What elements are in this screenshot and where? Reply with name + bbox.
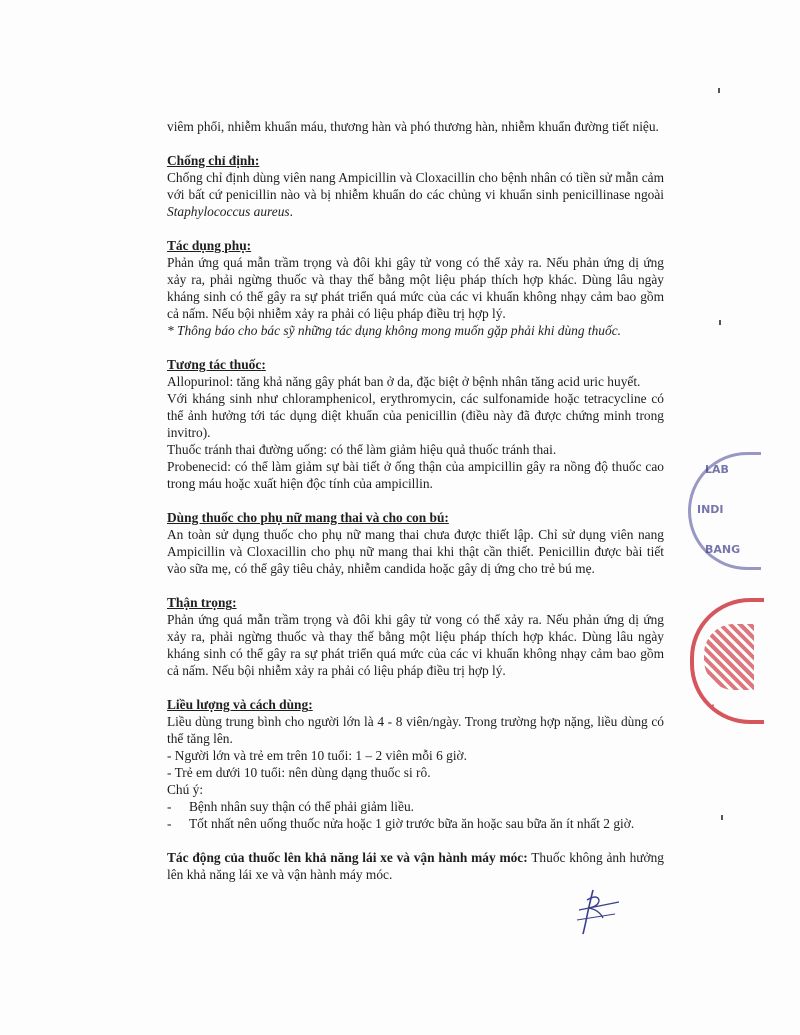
- contraindications-heading-text: Chống chỉ định: [167, 153, 255, 168]
- dosage-note-text: Tốt nhất nên uống thuốc nửa hoặc 1 giờ trước bữa ăn hoặc sau bữa ăn ít nhất 2 giờ.: [189, 816, 635, 831]
- side-effects-heading-text: Tác dụng phụ: [167, 238, 247, 253]
- dosage-section: [167, 696, 664, 832]
- side-effects-note: * Thông báo cho bác sỹ những tác dụng không mong muốn gặp phải khi dùng thuốc.: [167, 323, 621, 338]
- stamp-text: LAB: [705, 463, 729, 476]
- contraindications-end: .: [289, 204, 293, 219]
- contraindications-section: [167, 152, 664, 220]
- precautions-section: [167, 594, 664, 679]
- driving-heading: Tác động của thuốc lên khả năng lái xe và vận hành máy móc: [167, 850, 524, 865]
- signature-icon: [575, 886, 625, 938]
- dosage-children: - Trẻ em dưới 10 tuổi: nên dùng dạng thuốc si rô.: [167, 765, 431, 780]
- contraindications-heading: Chống chỉ định:: [167, 153, 260, 168]
- dosage-adults: - Người lớn và trẻ em trên 10 tuổi: 1 – 2 viên mỗi 6 giờ.: [167, 748, 467, 763]
- dosage-note-item: [167, 815, 664, 832]
- side-effects-heading: Tác dụng phụ:: [167, 238, 252, 253]
- contraindications-body: Chống chỉ định dùng viên nang Ampicillin và Cloxacillin cho bệnh nhân có tiền sử mẫn cảm với bất cứ penicillin nào và bị nhiễm khuẩn do các chủng vi khuẩn sinh penicillinase ngoài: [167, 170, 664, 202]
- seal-pattern: [704, 624, 754, 690]
- interactions-heading: Tương tác thuốc:: [167, 357, 266, 372]
- pregnancy-heading: Dùng thuốc cho phụ nữ mang thai và cho con bú:: [167, 510, 449, 525]
- pregnancy-section: [167, 509, 664, 577]
- margin-mark: [721, 815, 723, 820]
- precautions-heading: Thận trọng:: [167, 595, 237, 610]
- interactions-heading-text: Tương tác thuốc: [167, 357, 262, 372]
- pregnancy-heading-text: Dùng thuốc cho phụ nữ mang thai và cho con bú: [167, 510, 445, 525]
- dosage-text: Liều dùng trung bình cho người lớn là 4 - 8 viên/ngày. Trong trường hợp nặng, liều dùng có thể tăng lên.: [167, 714, 664, 746]
- driving-text: Thuốc không ảnh hưởng lên khả năng lái xe và vận hành máy móc.: [167, 850, 664, 882]
- interaction-allopurinol: Allopurinol: tăng khả năng gây phát ban ở da, đặc biệt ở bệnh nhân tăng acid uric huyết.: [167, 374, 641, 389]
- margin-mark: [718, 88, 720, 93]
- dosage-note-text: Bệnh nhân suy thận có thể phải giảm liều.: [189, 799, 414, 814]
- stamp-text: AN: [700, 704, 715, 714]
- interactions-section: [167, 356, 664, 492]
- side-effects-text: Phản ứng quá mẫn trầm trọng và đôi khi gây tử vong có thể xảy ra. Nếu phản ứng dị ứng xảy ra, phải ngừng thuốc và thay thế bằng một liệu pháp thích hợp khác. Dùng lâu ngày kháng sinh có thể gây ra sự phát triển quá mức của các vi khuẩn không nhạy cảm bao gồm cả nấm. Nếu bội nhiễm xảy ra phải có liệu pháp điều trị hợp lý.: [167, 255, 664, 321]
- precautions-text: Phản ứng quá mẫn trầm trọng và đôi khi gây tử vong có thể xảy ra. Nếu phản ứng dị ứng xảy ra, phải ngừng thuốc và thay thế bằng một liệu pháp thích hợp khác. Dùng lâu ngày kháng sinh có thể gây ra sự phát triển quá mức của các vi khuẩn không nhạy cảm bao gồm cả nấm. Nếu bội nhiễm xảy ra phải có liệu pháp điều trị hợp lý.: [167, 612, 664, 678]
- red-seal-stamp: [690, 598, 764, 724]
- side-effects-section: [167, 237, 664, 339]
- dash-bullet: -: [167, 799, 172, 814]
- bacteria-name: Staphylococcus aureus: [167, 204, 290, 219]
- dosage-heading: Liều lượng và cách dùng:: [167, 697, 313, 712]
- dosage-note-item: [167, 798, 664, 815]
- driving-paragraph: Tác động của thuốc lên khả năng lái xe và vận hành máy móc: Thuốc không ảnh hưởng lên khả năng lái xe và vận hành máy móc.: [167, 850, 664, 882]
- dosage-note-label: Chú ý:: [167, 782, 204, 797]
- contraindications-text: [167, 169, 664, 220]
- interaction-probenecid: Probenecid: có thể làm giảm sự bài tiết ở ống thận của ampicillin gây ra nồng độ thuốc cao trong máu hoặc xuất hiện độc tính của ampicillin.: [167, 459, 664, 491]
- dosage-heading-text: Liều lượng và cách dùng: [167, 697, 309, 712]
- driving-section: [167, 849, 664, 883]
- stamp-text: BANG: [705, 543, 741, 556]
- pregnancy-text: An toàn sử dụng thuốc cho phụ nữ mang thai chưa được thiết lập. Chỉ sử dụng viên nang Ampicillin và Cloxacillin cho phụ nữ mang thai khi thật cần thiết. Penicillin được bài tiết vào sữa mẹ, có thể gây tiêu chảy, nhiễm candida hoặc gây dị ứng cho trẻ bú mẹ.: [167, 527, 664, 576]
- stamp-text: INDI: [697, 503, 724, 516]
- margin-mark: [719, 320, 721, 325]
- intro-paragraph: viêm phổi, nhiễm khuẩn máu, thương hàn và phó thương hàn, nhiễm khuẩn đường tiết niệu.: [167, 119, 659, 134]
- interaction-contraceptives: Thuốc tránh thai đường uống: có thể làm giảm hiệu quả thuốc tránh thai.: [167, 442, 557, 457]
- precautions-heading-text: Thận trọng: [167, 595, 233, 610]
- interaction-antibiotics: Với kháng sinh như chloramphenicol, erythromycin, các sulfonamide hoặc tetracycline có thể ảnh hưởng tới tác dụng diệt khuẩn của penicillin (điều này đã được chứng minh trong invitro).: [167, 391, 664, 440]
- dash-bullet: -: [167, 816, 172, 831]
- laboratory-stamp: [688, 452, 761, 570]
- document-body: [167, 118, 664, 883]
